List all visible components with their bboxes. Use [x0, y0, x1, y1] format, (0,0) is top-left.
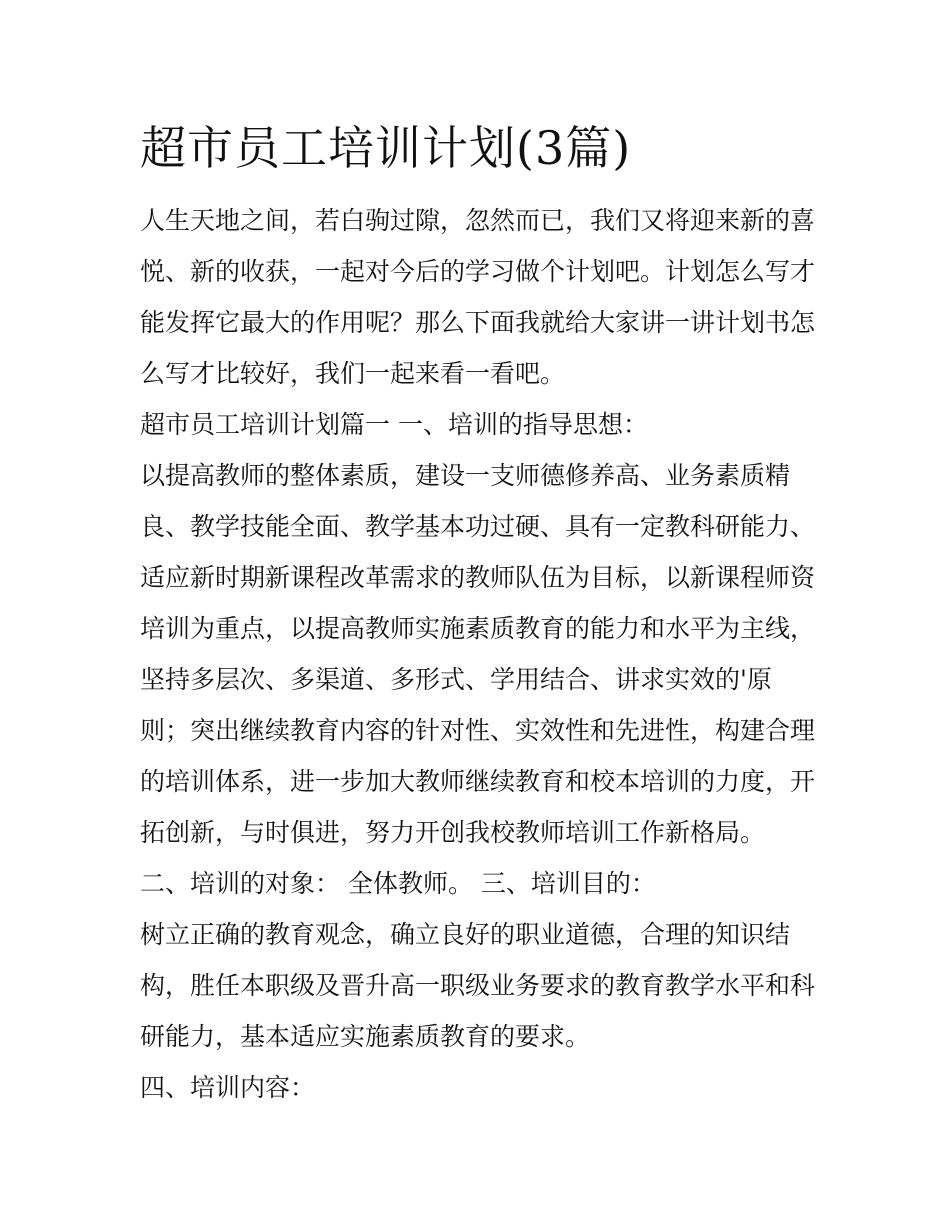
body-line: 则；突出继续教育内容的针对性、实效性和先进性，构建合理 — [140, 716, 816, 745]
body-line: 悦、新的收获，一起对今后的学习做个计划吧。计划怎么写才 — [140, 257, 816, 286]
section-heading: 四、培训内容： — [140, 1073, 316, 1102]
body-line: 研能力，基本适应实施素质教育的要求。 — [140, 1022, 591, 1051]
body-line: 人生天地之间，若白驹过隙，忽然而已，我们又将迎来新的喜 — [140, 206, 816, 235]
section-heading: 超市员工培训计划篇一 一、培训的指导思想： — [140, 410, 648, 439]
body-line: 良、教学技能全面、教学基本功过硬、具有一定教科研能力、 — [140, 512, 816, 541]
body-line: 坚持多层次、多渠道、多形式、学用结合、讲求实效的'原 — [140, 665, 772, 694]
body-line: 构，胜任本职级及晋升高一职级业务要求的教育教学水平和科 — [140, 971, 816, 1000]
body-line: 能发挥它最大的作用呢？那么下面我就给大家讲一讲计划书怎 — [140, 308, 816, 337]
body-line: 树立正确的教育观念，确立良好的职业道德，合理的知识结 — [140, 920, 791, 949]
body-line: 适应新时期新课程改革需求的教师队伍为目标，以新课程师资 — [140, 563, 816, 592]
body-line: 的培训体系，进一步加大教师继续教育和校本培训的力度，开 — [140, 767, 816, 796]
body-line: 培训为重点，以提高教师实施素质教育的能力和水平为主线， — [140, 614, 816, 643]
body-line: 拓创新，与时俱进，努力开创我校教师培训工作新格局。 — [140, 818, 766, 847]
document-title: 超市员工培训计划(3篇) — [140, 121, 632, 175]
section-heading: 二、培训的对象： 全体教师。 三、培训目的： — [140, 869, 656, 898]
body-line: 么写才比较好，我们一起来看一看吧。 — [140, 359, 566, 388]
body-line: 以提高教师的整体素质，建设一支师德修养高、业务素质精 — [140, 461, 791, 490]
